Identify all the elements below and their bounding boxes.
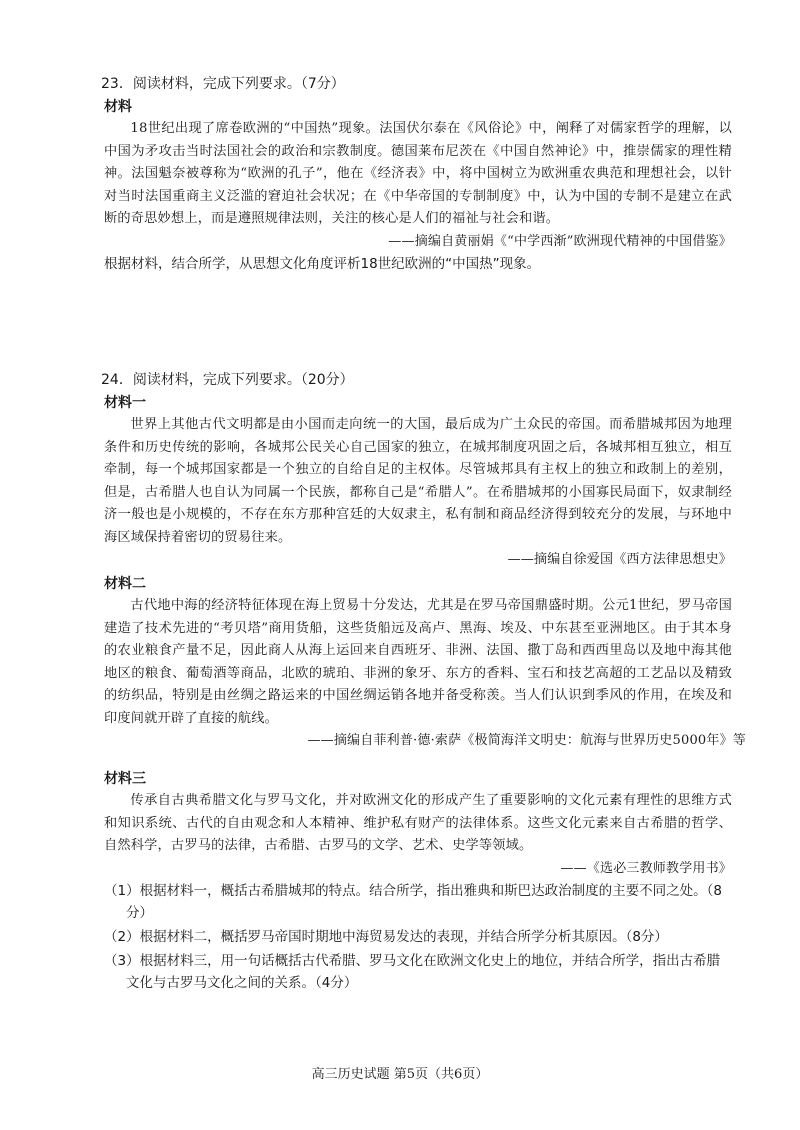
question-23 [101, 74, 732, 275]
material-1-source: ——摘编自徐爱国《西方法律思想史》 [507, 552, 732, 567]
question-23-header: 23．阅读材料，完成下列要求。（7分） [101, 76, 345, 92]
question-24 [101, 370, 746, 996]
sub-question-3: （3）根据材料三，用一句话概括古代希腊、罗马文化在欧洲文化史上的地位，并结合所学，指出古希腊文化与古罗马文化之间的关系。（4分） [104, 952, 721, 991]
sub-question-2: （2）根据材料二，概括罗马帝国时期地中海贸易发达的表现，并结合所学分析其原因。（8分） [104, 928, 668, 945]
question-24-header: 24．阅读材料，完成下列要求。（20分） [101, 372, 354, 388]
material-label: 材料 [104, 99, 132, 115]
material-1-label: 材料一 [104, 395, 146, 411]
material-source: ——摘编自黄丽娟《“中学西渐”欧洲现代精神的中国借鉴》 [388, 233, 732, 249]
material-3-text: 传承自古典希腊文化与罗马文化，并对欧洲文化的形成产生了重要影响的文化元素有理性的思维方式和知识系统、古代的自由观念和人本精神、维护私有财产的法律体系。这些文化元素来自古希腊的哲学、自然科学，古罗马的法律，古希腊、古罗马的文学、艺术、史学等领域。 [104, 793, 732, 853]
material-1-text: 世界上其他古代文明都是由小国而走向统一的大国，最后成为广土众民的帝国。而希腊城邦因为地理条件和历史传统的影响，各城邦公民关心自己国家的独立，在城邦制度巩固之后，各城邦相互独立，相互牵制，每一个城邦国家都是一个独立的自给自足的主权体。尽管城邦具有主权上的独立和政制上的差别，但是，古希腊人也自认为同属一个民族，都称自己是“希腊人”。在希腊城邦的小国寡民局面下，奴隶制经济一般也是小规模的，不存在东方那种宫廷的大奴隶主，私有制和商品经济得到较充分的发展，与环地中海区域保持着密切的贸易往来。 [104, 417, 732, 545]
page-footer: 高三历史试题 第5页（共6页） [311, 1067, 489, 1082]
material-2-source: ——摘编自菲利普·德·索萨《极简海洋文明史：航海与世界历史5000年》等 [307, 733, 746, 748]
sub-question-1: （1）根据材料一，概括古希腊城邦的特点。结合所学，指出雅典和斯巴达政治制度的主要不同之处。（8分） [104, 882, 722, 921]
material-text: 18世纪出现了席卷欧洲的“中国热”现象。法国伏尔泰在《风俗论》中，阐释了对儒家哲学的理解，以中国为矛攻击当时法国社会的政治和宗教制度。德国莱布尼茨在《中国自然神论》中，推崇儒家的理性精神。法国魁奈被尊称为“欧洲的孔子”，他在《经济表》中，将中国树立为欧洲重农典范和理想社会，以针对当时法国重商主义泛滥的窘迫社会状况；在《中华帝国的专制制度》中，认为中国的专制不是建立在武断的奇思妙想上，而是遵照规律法则，关注的核心是人们的福祉与社会和谐。 [104, 121, 732, 226]
question-23-task: 根据材料，结合所学，从思想文化角度评析18世纪欧洲的“中国热”现象。 [104, 255, 541, 272]
material-3-label: 材料三 [104, 771, 146, 787]
material-3-source: ——《选必三教师教学用书》 [560, 860, 732, 876]
material-2-label: 材料二 [104, 576, 146, 592]
material-2-text: 古代地中海的经济特征体现在海上贸易十分发达，尤其是在罗马帝国鼎盛时期。公元1世纪，罗马帝国建造了技术先进的“考贝塔”商用货船，这些货船远及高卢、黑海、埃及、中东甚至亚洲地区。由于其本身的农业粮食产量不足，因此商人从海上运回来自西班牙、非洲、法国、撒丁岛和西西里岛以及地中海其他地区的粮食、葡萄酒等商品，北欧的琥珀、非洲的象牙、东方的香料、宝石和技艺高超的工艺品以及精致的纺织品，特别是由丝绸之路运来的中国丝绸运销各地并备受称羡。当人们认识到季风的作用，在埃及和印度间就开辟了直接的航线。 [104, 598, 732, 726]
